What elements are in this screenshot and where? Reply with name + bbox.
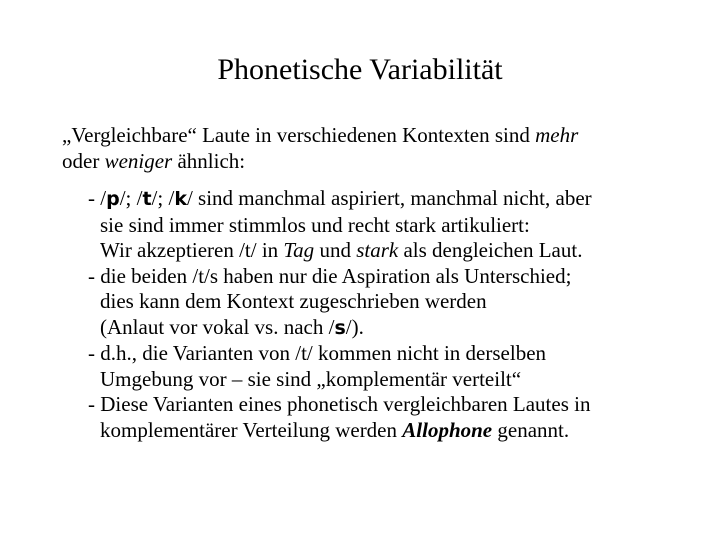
phonetic-symbol-s: s (334, 316, 346, 339)
point-4 (88, 392, 708, 443)
point-1-line-3 (88, 238, 708, 264)
point-3-line-1: - d.h., die Varianten von /t/ kommen nicht in derselben (88, 341, 547, 365)
intro-text: ähnlich: (172, 149, 246, 173)
point-2-line-2: dies kann dem Kontext zugeschrieben werden (100, 289, 487, 313)
intro-text: oder (62, 149, 105, 173)
phonetic-symbol-t: t (142, 188, 152, 210)
point-text: /; / (119, 186, 143, 210)
emphasis-tag: Tag (283, 238, 315, 262)
emphasis-allophone: Allophone (402, 417, 493, 442)
point-text: Wir akzeptieren /t/ in (100, 238, 284, 262)
point-2-line-1: - die beiden /t/s haben nur die Aspiration als Unterschied; (88, 263, 572, 288)
point-text: - / (88, 186, 107, 210)
point-text: /; / (151, 186, 175, 210)
intro-text: „Vergleichbare“ Laute in verschiedenen Kontexten sind (62, 123, 536, 147)
point-text: und (314, 238, 357, 262)
point-4-line-1: - Diese Varianten eines phonetisch vergleichbaren Lautes in (88, 392, 591, 416)
emphasis-mehr: mehr (535, 123, 579, 147)
point-2 (88, 264, 708, 342)
intro-line-1 (62, 122, 702, 148)
point-text: (Anlaut vor vokal vs. nach / (100, 314, 335, 339)
emphasis-weniger: weniger (104, 149, 173, 173)
point-text: / sind manchmal aspiriert, manchmal nicht, aber (186, 186, 592, 210)
point-4-line-2 (88, 418, 708, 444)
point-3 (88, 341, 708, 392)
emphasis-stark: stark (356, 238, 399, 262)
point-1-line-1 (88, 186, 708, 213)
point-text: genannt. (492, 417, 570, 442)
bullet-points (88, 186, 708, 443)
slide-title: Phonetische Variabilität (217, 53, 503, 86)
point-3-line-2: Umgebung vor – sie sind „komplementär verteilt“ (100, 366, 522, 391)
point-text: als dengleichen Laut. (398, 238, 583, 262)
intro-line-2 (62, 148, 702, 174)
phonetic-symbol-k: k (174, 188, 187, 210)
point-text: /). (345, 314, 364, 339)
point-text: komplementärer Verteilung werden (100, 417, 403, 442)
point-2-line-3 (88, 315, 708, 342)
point-1 (88, 186, 708, 264)
point-1-line-2: sie sind immer stimmlos und recht stark artikuliert: (100, 212, 530, 237)
intro-paragraph (62, 122, 702, 174)
phonetic-symbol-p: p (106, 188, 120, 210)
